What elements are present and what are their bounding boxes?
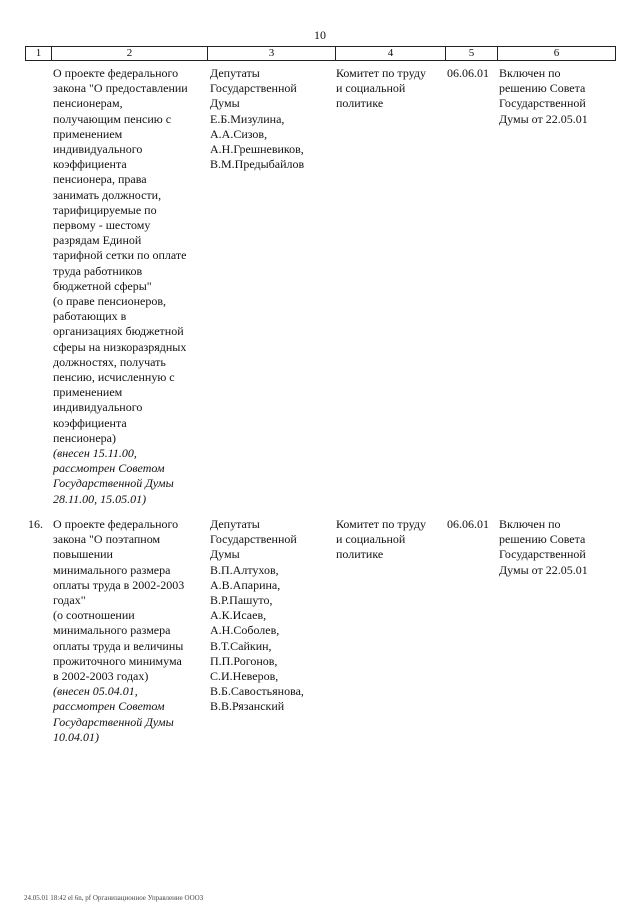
entry-title <box>53 517 203 745</box>
author-line: Е.Б.Мизулина, <box>210 111 285 126</box>
title-line: тарифицируемые по <box>53 202 157 217</box>
author-line: В.П.Алтухов, <box>210 562 279 577</box>
title-line: должностях, получать <box>53 354 166 369</box>
footer-stamp: 24.05.01 18:42 el 6n, pf Организационное Управление ОООЗ <box>24 894 204 902</box>
status-line: решению Совета <box>499 532 586 547</box>
header-cell-6: 6 <box>553 47 560 59</box>
title-line: минимального размера <box>53 623 171 638</box>
author-line: А.А.Сизов, <box>210 126 268 141</box>
title-line: тарифной сетки по оплате <box>53 248 187 263</box>
note-line: (внесен 15.11.00, <box>53 446 137 461</box>
entry-authors <box>210 517 335 715</box>
author-line: П.П.Рогонов, <box>210 653 278 668</box>
title-line: (о соотношении <box>53 608 135 623</box>
title-line: получающим пенсию с <box>53 111 172 126</box>
author-line: В.М.Предыбайлов <box>210 157 305 172</box>
title-line: занимать должности, <box>53 187 162 202</box>
entry-title <box>53 66 203 507</box>
header-cell-1: 1 <box>26 47 52 60</box>
author-line: Депутаты <box>210 517 260 531</box>
title-line: разрядам Единой <box>53 233 142 248</box>
committee-line: политике <box>336 96 384 111</box>
entry-status <box>499 66 609 127</box>
author-line: А.К.Исаев, <box>210 608 267 623</box>
status-line: Включен по <box>499 517 561 531</box>
entry-committee <box>336 66 446 112</box>
title-line: прожиточного минимума <box>53 653 182 668</box>
status-line: Включен по <box>499 66 561 80</box>
title-line: О проекте федерального <box>53 517 179 531</box>
title-line: коэффициента <box>53 157 127 172</box>
title-line: работающих в <box>53 309 127 324</box>
title-line: индивидуального <box>53 400 143 415</box>
author-line: А.Н.Грешневиков, <box>210 142 304 157</box>
author-line: Думы <box>210 96 240 111</box>
author-line: В.Р.Пашуто, <box>210 593 273 608</box>
author-line: В.Т.Сайкин, <box>210 638 272 653</box>
title-line: коэффициента <box>53 415 127 430</box>
note-line: Государственной Думы <box>53 476 174 491</box>
title-line: пенсию, исчисленную с <box>53 370 175 385</box>
title-line: О проекте федерального <box>53 66 179 80</box>
header-cell-3: 3 <box>208 47 336 60</box>
author-line: В.В.Рязанский <box>210 699 285 714</box>
title-line: организациях бюджетной <box>53 324 184 339</box>
title-line: в 2002-2003 годах) <box>53 669 149 684</box>
page-number: 10 <box>314 28 326 42</box>
title-line: (о праве пенсионеров, <box>53 294 166 309</box>
committee-line: Комитет по труду <box>336 517 427 531</box>
header-cell-2: 2 <box>52 47 208 60</box>
committee-line: и социальной <box>336 81 406 96</box>
committee-line: и социальной <box>336 532 406 547</box>
title-line: минимального размера <box>53 562 171 577</box>
status-line: Думы от 22.05.01 <box>499 111 588 126</box>
status-line: Государственной <box>499 547 586 562</box>
author-line: Думы <box>210 547 240 562</box>
note-line: рассмотрен Советом <box>53 461 165 476</box>
header-cell-5: 5 <box>446 47 498 60</box>
title-line: оплаты труда и величины <box>53 638 184 653</box>
title-line: годах" <box>53 593 86 608</box>
title-line: повышении <box>53 547 113 562</box>
committee-line: политике <box>336 547 384 562</box>
title-line: оплаты труда в 2002-2003 <box>53 577 185 592</box>
note-line: рассмотрен Советом <box>53 699 165 714</box>
entry-date: 06.06.01 <box>447 66 489 80</box>
title-line: первому - шестому <box>53 218 151 233</box>
note-line: 28.11.00, 15.05.01) <box>53 491 147 506</box>
entry-committee <box>336 517 446 563</box>
note-line: (внесен 05.04.01, <box>53 684 138 699</box>
title-line: сферы на низкоразрядных <box>53 339 187 354</box>
title-line: индивидуального <box>53 142 143 157</box>
note-line: 10.04.01) <box>53 729 99 744</box>
status-line: Думы от 22.05.01 <box>499 562 588 577</box>
table-header-row <box>25 46 616 61</box>
author-line: Государственной <box>210 81 297 96</box>
entry-date: 06.06.01 <box>447 517 489 531</box>
title-line: пенсионера) <box>53 430 116 445</box>
title-line: бюджетной сферы" <box>53 278 152 293</box>
title-line: труда работников <box>53 263 143 278</box>
entry-authors <box>210 66 335 172</box>
committee-line: Комитет по труду <box>336 66 427 80</box>
title-line: закона "О предоставлении <box>53 81 188 96</box>
entry-number: 16. <box>28 517 43 531</box>
entry-status <box>499 517 609 578</box>
author-line: Государственной <box>210 532 297 547</box>
header-cell-4: 4 <box>336 47 446 60</box>
title-line: пенсионерам, <box>53 96 123 111</box>
title-line: пенсионера, права <box>53 172 147 187</box>
status-line: решению Совета <box>499 81 586 96</box>
title-line: применением <box>53 126 123 141</box>
title-line: применением <box>53 385 123 400</box>
status-line: Государственной <box>499 96 586 111</box>
author-line: В.Б.Савостьянова, <box>210 684 304 699</box>
author-line: А.Н.Соболев, <box>210 623 280 638</box>
author-line: С.И.Неверов, <box>210 669 279 684</box>
title-line: закона "О поэтапном <box>53 532 161 547</box>
note-line: Государственной Думы <box>53 714 174 729</box>
author-line: А.В.Апарина, <box>210 577 281 592</box>
author-line: Депутаты <box>210 66 260 80</box>
